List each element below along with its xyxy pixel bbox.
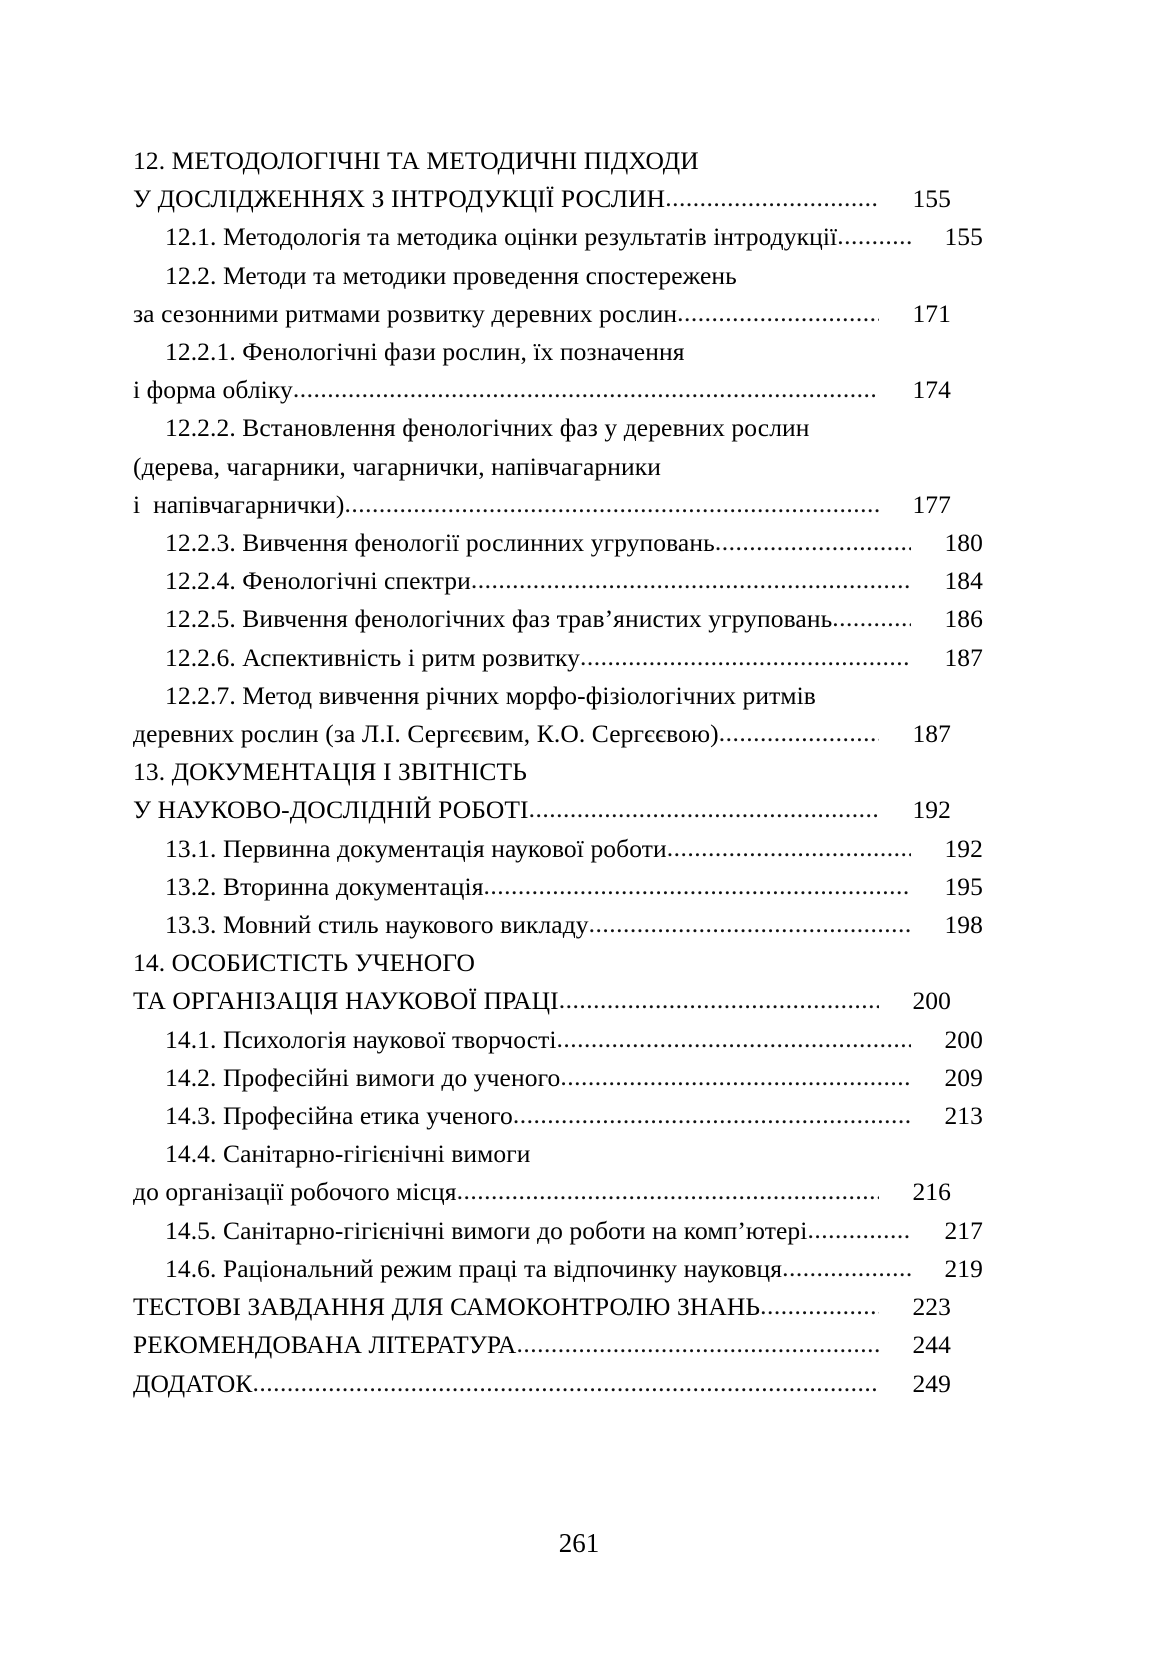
toc-entry-page-number: 198 bbox=[944, 910, 983, 940]
toc-entry[interactable] bbox=[133, 1021, 983, 1059]
toc-entry-page-number: 223 bbox=[912, 1292, 951, 1322]
toc-leader-dots bbox=[719, 714, 879, 752]
toc-entry[interactable] bbox=[133, 791, 951, 829]
toc-entry[interactable] bbox=[133, 1212, 983, 1250]
toc-leader-dots bbox=[580, 638, 911, 676]
toc-entry[interactable] bbox=[133, 1365, 951, 1403]
toc-leader-dots bbox=[471, 561, 911, 599]
toc-entry[interactable] bbox=[133, 639, 983, 677]
toc-entry-label: 12.2. Методи та методики проведення спостережень bbox=[165, 260, 737, 290]
toc-leader-dots bbox=[557, 1020, 911, 1058]
toc-entry-page-number: 219 bbox=[944, 1253, 983, 1283]
toc-entry-label: 13.2. Вторинна документація bbox=[165, 871, 484, 901]
toc-entry[interactable] bbox=[133, 1250, 983, 1288]
toc-entry-label: і напівчагарнички) bbox=[133, 489, 345, 519]
toc-entry-page-number: 213 bbox=[944, 1101, 983, 1131]
toc-leader-dots bbox=[832, 599, 911, 637]
toc-entry-label: 12.2.5. Вивчення фенологічних фаз трав’янистих угруповань bbox=[165, 604, 833, 634]
toc-leader-dots bbox=[484, 867, 911, 905]
toc-leader-dots bbox=[559, 981, 879, 1019]
toc-leader-dots bbox=[344, 485, 879, 523]
toc-leader-dots bbox=[665, 179, 879, 217]
toc-leader-dots bbox=[667, 829, 911, 867]
toc-entry-label: РЕКОМЕНДОВАНА ЛІТЕРАТУРА bbox=[133, 1330, 517, 1360]
toc-leader-dots bbox=[513, 1096, 911, 1134]
toc-leader-dots bbox=[760, 1287, 879, 1325]
toc-leader-dots bbox=[807, 1211, 911, 1249]
toc-entry-page-number: 174 bbox=[912, 375, 951, 405]
toc-leader-dots bbox=[293, 370, 879, 408]
toc-entry-page-number: 171 bbox=[912, 298, 951, 328]
toc-entry[interactable] bbox=[133, 944, 951, 982]
toc-entry-label: 13. ДОКУМЕНТАЦІЯ І ЗВІТНІСТЬ bbox=[133, 757, 527, 787]
toc-entry[interactable] bbox=[133, 1135, 983, 1173]
toc-entry[interactable] bbox=[133, 448, 951, 486]
toc-entry[interactable] bbox=[133, 715, 951, 753]
toc-entry-page-number: 249 bbox=[912, 1368, 951, 1398]
toc-entry-label: 12.2.6. Аспективність і ритм розвитку bbox=[165, 642, 581, 672]
toc-entry-page-number: 187 bbox=[912, 719, 951, 749]
toc-entry-page-number: 186 bbox=[944, 604, 983, 634]
toc-entry[interactable] bbox=[133, 562, 983, 600]
toc-entry[interactable] bbox=[133, 753, 951, 791]
toc-entry-label: до організації робочого місця bbox=[133, 1177, 457, 1207]
toc-entry-page-number: 155 bbox=[912, 184, 951, 214]
toc-entry-label: У НАУКОВО-ДОСЛІДНІЙ РОБОТІ bbox=[133, 795, 529, 825]
toc-entry[interactable] bbox=[133, 218, 983, 256]
toc-entry-page-number: 192 bbox=[912, 795, 951, 825]
toc-entry-page-number: 187 bbox=[944, 642, 983, 672]
toc-leader-dots bbox=[715, 523, 911, 561]
toc-entry-label: У ДОСЛІДЖЕННЯХ З ІНТРОДУКЦІЇ РОСЛИН bbox=[133, 184, 666, 214]
page-number-footer: 261 bbox=[558, 1528, 600, 1558]
toc-leader-dots bbox=[782, 1249, 911, 1287]
toc-entry-label: ТА ОРГАНІЗАЦІЯ НАУКОВОЇ ПРАЦІ bbox=[133, 986, 559, 1016]
toc-leader-dots bbox=[252, 1364, 879, 1402]
toc-leader-dots bbox=[677, 294, 879, 332]
toc-entry[interactable] bbox=[133, 906, 983, 944]
toc-leader-dots bbox=[837, 217, 911, 255]
toc-entry-label: 12.2.2. Встановлення фенологічних фаз у деревних рослин bbox=[165, 413, 810, 443]
toc-entry-label: за сезонними ритмами розвитку деревних рослин bbox=[133, 298, 678, 328]
toc-entry-label: 12.2.1. Фенологічні фази рослин, їх позначення bbox=[165, 337, 685, 367]
toc-entry-label: 12. МЕТОДОЛОГІЧНІ ТА МЕТОДИЧНІ ПІДХОДИ bbox=[133, 146, 699, 175]
toc-leader-dots bbox=[516, 1325, 879, 1363]
toc-entry-label: 12.2.3. Вивчення фенології рослинних угруповань bbox=[165, 528, 715, 558]
toc-entry-label: деревних рослин (за Л.І. Сергєєвим, К.О. Сергєєвою) bbox=[133, 719, 719, 749]
toc-entry[interactable] bbox=[133, 486, 951, 524]
toc-entry[interactable] bbox=[133, 142, 951, 180]
toc-entry[interactable] bbox=[133, 600, 983, 638]
toc-entry-label: 14. ОСОБИСТІСТЬ УЧЕНОГО bbox=[133, 948, 475, 978]
toc-entry-page-number: 155 bbox=[944, 222, 983, 252]
toc-entry[interactable] bbox=[133, 868, 983, 906]
toc-entry[interactable] bbox=[133, 677, 983, 715]
toc-entry-label: 12.1. Методологія та методика оцінки результатів інтродукції bbox=[165, 222, 838, 252]
toc-entry-label: 14.6. Раціональний режим праці та відпочинку науковця bbox=[165, 1253, 783, 1283]
toc-entry-label: 14.4. Санітарно-гігієнічні вимоги bbox=[165, 1139, 531, 1169]
toc-entry-page-number: 209 bbox=[944, 1062, 983, 1092]
table-of-contents bbox=[133, 142, 983, 1403]
toc-entry-label: 14.3. Професійна етика ученого bbox=[165, 1101, 513, 1131]
toc-entry[interactable] bbox=[133, 1326, 951, 1364]
toc-entry-label: 12.2.7. Метод вивчення річних морфо-фізіологічних ритмів bbox=[165, 680, 816, 710]
toc-entry-label: 14.1. Психологія наукової творчості bbox=[165, 1024, 557, 1054]
toc-leader-dots bbox=[589, 905, 911, 943]
toc-entry-label: 14.2. Професійні вимоги до ученого bbox=[165, 1062, 561, 1092]
toc-entry-label: 13.1. Первинна документація наукової роботи bbox=[165, 833, 667, 863]
toc-entry[interactable] bbox=[133, 1288, 951, 1326]
toc-entry-page-number: 195 bbox=[944, 871, 983, 901]
toc-entry-label: 13.3. Мовний стиль наукового викладу bbox=[165, 910, 589, 940]
toc-entry-page-number: 217 bbox=[944, 1215, 983, 1245]
toc-entry[interactable] bbox=[133, 257, 983, 295]
toc-entry[interactable] bbox=[133, 524, 983, 562]
toc-entry[interactable] bbox=[133, 1097, 983, 1135]
toc-entry-page-number: 177 bbox=[912, 489, 951, 519]
toc-entry-page-number: 216 bbox=[912, 1177, 951, 1207]
toc-entry[interactable] bbox=[133, 409, 983, 447]
toc-entry-label: ТЕСТОВІ ЗАВДАННЯ ДЛЯ САМОКОНТРОЛЮ ЗНАНЬ bbox=[133, 1292, 761, 1322]
toc-leader-dots bbox=[560, 1058, 911, 1096]
toc-entry-page-number: 184 bbox=[944, 566, 983, 596]
toc-entry[interactable] bbox=[133, 333, 983, 371]
toc-entry-page-number: 200 bbox=[944, 1024, 983, 1054]
toc-entry-page-number: 244 bbox=[912, 1330, 951, 1360]
toc-entry-label: (дерева, чагарники, чагарнички, напівчагарники bbox=[133, 451, 661, 481]
toc-entry[interactable] bbox=[133, 982, 951, 1020]
toc-entry-page-number: 180 bbox=[944, 528, 983, 558]
toc-entry[interactable] bbox=[133, 180, 951, 218]
toc-entry-page-number: 192 bbox=[944, 833, 983, 863]
toc-entry-label: 12.2.4. Фенологічні спектри bbox=[165, 566, 471, 596]
toc-entry[interactable] bbox=[133, 295, 951, 333]
toc-entry-label: 14.5. Санітарно-гігієнічні вимоги до роботи на комп’ютері bbox=[165, 1215, 808, 1245]
toc-entry-label: і форма обліку bbox=[133, 375, 293, 405]
toc-leader-dots bbox=[529, 790, 879, 828]
toc-entry-page-number: 200 bbox=[912, 986, 951, 1016]
toc-entry-label: ДОДАТОК bbox=[133, 1368, 253, 1398]
toc-leader-dots bbox=[457, 1172, 879, 1210]
toc-entry[interactable] bbox=[133, 1173, 951, 1211]
toc-entry[interactable] bbox=[133, 371, 951, 409]
toc-entry[interactable] bbox=[133, 830, 983, 868]
toc-entry[interactable] bbox=[133, 1059, 983, 1097]
